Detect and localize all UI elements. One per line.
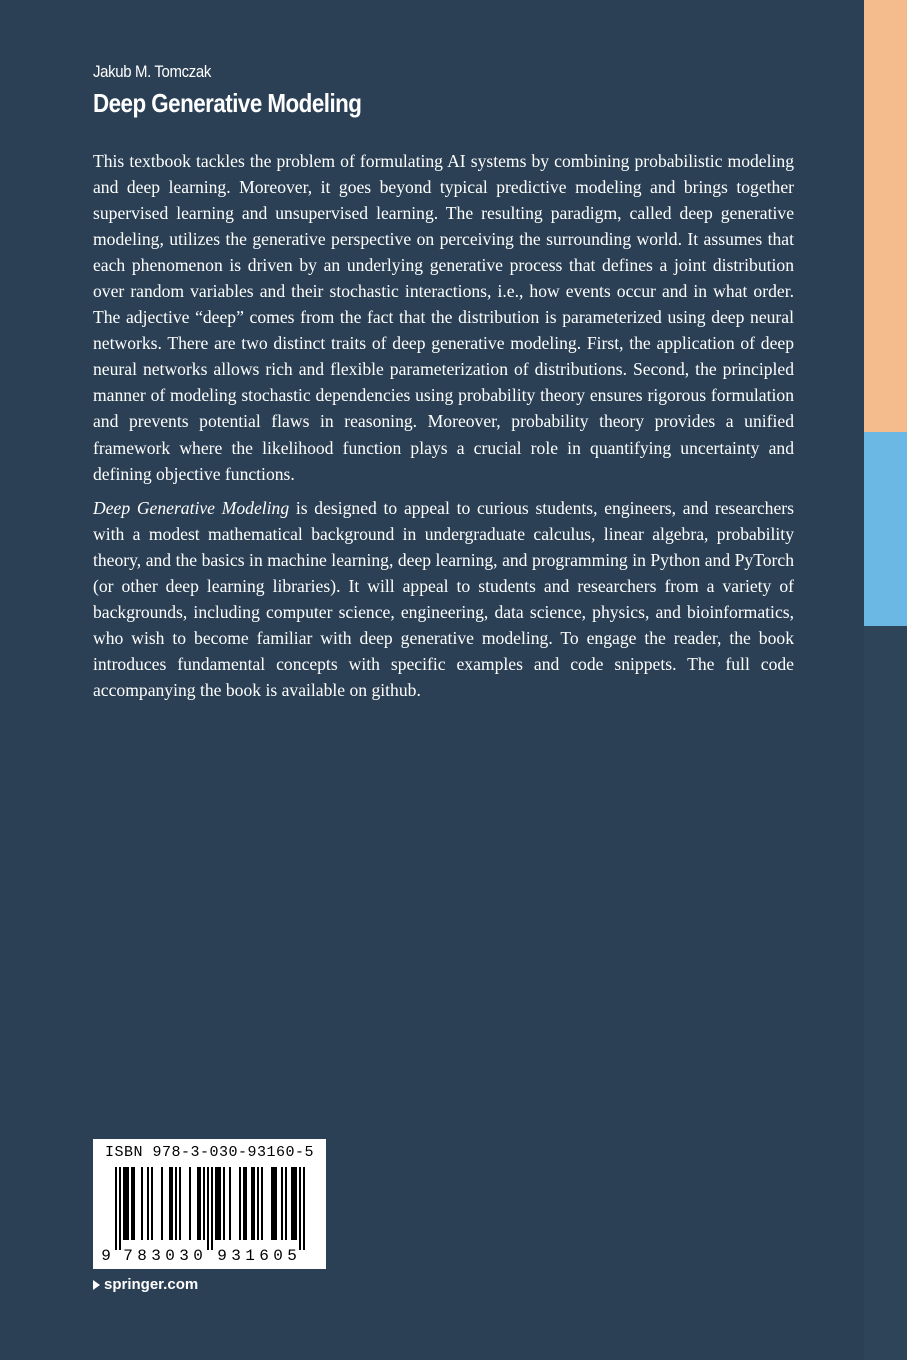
barcode-bar: [285, 1167, 287, 1240]
barcode-bar: [257, 1167, 259, 1240]
spine-edge-blue-band: [864, 432, 907, 626]
barcode-bar: [147, 1167, 149, 1240]
barcode-bar: [293, 1167, 295, 1240]
barcode-digit: 0: [165, 1247, 175, 1265]
barcode-bar: [239, 1167, 241, 1240]
barcode-digit: 0: [193, 1247, 203, 1265]
barcode-digit: 5: [287, 1247, 297, 1265]
triangle-arrow-icon: [93, 1280, 100, 1290]
book-title: Deep Generative Modeling: [93, 88, 362, 118]
barcode-bar: [245, 1167, 247, 1240]
barcode-digit: 0: [273, 1247, 283, 1265]
barcode-digit: 6: [259, 1247, 269, 1265]
barcode-bar: [171, 1167, 173, 1240]
barcode-bar: [123, 1167, 125, 1240]
barcode-bar: [295, 1167, 297, 1240]
barcode-bar: [127, 1167, 129, 1240]
publisher-link: [93, 1276, 198, 1293]
barcode-bar: [229, 1167, 231, 1240]
spine-edge-orange-band: [864, 0, 907, 432]
barcode-bar: [197, 1167, 199, 1240]
barcode-digit: 3: [231, 1247, 241, 1265]
barcode-bar: [161, 1167, 163, 1240]
barcode-bar: [271, 1167, 273, 1240]
barcode-bar: [223, 1167, 225, 1240]
barcode-bar: [119, 1167, 121, 1250]
barcode-bar: [175, 1167, 177, 1240]
barcode-bar: [273, 1167, 275, 1240]
barcode-bar: [203, 1167, 205, 1240]
blurb-paragraph-2-body: is designed to appeal to curious students, engineers, and researchers with a modest mathematical background in undergraduate calculus, linear algebra, probability theory, and the basics in machine learning, deep learning, and programming in Python and PyTorch (or other deep learning libraries). It will appeal to students and researchers from a variety of backgrounds, including computer science, engineering, data science, physics, and bioinformatics, who wish to become familiar with deep generative modeling. To engage the reader, the book introduces fundamental concepts with specific examples and code snippets. The full code accompanying the book is available on github.: [93, 497, 794, 700]
barcode-bar: [299, 1167, 301, 1250]
barcode-digit: 7: [123, 1247, 133, 1265]
barcode-bar: [303, 1167, 305, 1250]
isbn-label: ISBN 978-3-030-93160-5: [105, 1144, 315, 1161]
publisher-url: springer.com: [104, 1276, 199, 1293]
barcode-bar: [281, 1167, 283, 1240]
barcode-bar: [215, 1167, 217, 1240]
barcode-bar: [261, 1167, 263, 1240]
barcode-bar: [189, 1167, 191, 1240]
barcode-bar: [211, 1167, 213, 1250]
barcode-bar: [251, 1167, 253, 1240]
blurb-text: [93, 148, 794, 703]
blurb-paragraph-2: [93, 495, 794, 703]
barcode-bar: [275, 1167, 277, 1240]
barcode-bar: [291, 1167, 293, 1240]
barcode-bar: [141, 1167, 143, 1240]
barcode-digit: 9: [101, 1247, 111, 1265]
barcode-image: [93, 1139, 326, 1269]
barcode-bar: [243, 1167, 245, 1240]
blurb-paragraph-1: This textbook tackles the problem of formulating AI systems by combining probabilistic modeling and deep learning. Moreover, it goes beyond typical predictive modeling and brings together supervised learning and unsupervised learning. The resulting paradigm, called deep generative modeling, utilizes the generative perspective on perceiving the surrounding world. It assumes that each phenomenon is driven by an underlying generative process that defines a joint distribution over random variables and their stochastic interactions, i.e., how events occur and in what order. The adjective “deep” comes from the fact that the distribution is parameterized using deep neural networks. There are two distinct traits of deep generative modeling. First, the application of deep neural networks allows rich and flexible parameterization of distributions. Second, the principled manner of modeling stochastic dependencies using probability theory ensures rigorous formulation and prevents potential flaws in reasoning. Moreover, probability theory provides a unified framework where the likelihood function plays a crucial role in quantifying uncertainty and defining objective functions.: [93, 151, 794, 484]
barcode-bar: [199, 1167, 201, 1240]
isbn-barcode: [93, 1139, 326, 1269]
barcode-bar: [217, 1167, 219, 1240]
barcode-bar: [151, 1167, 153, 1240]
barcode-bar: [115, 1167, 117, 1250]
barcode-digit: 3: [179, 1247, 189, 1265]
barcode-bar: [253, 1167, 255, 1240]
author-name: Jakub M. Tomczak: [93, 62, 211, 81]
barcode-digit: 9: [217, 1247, 227, 1265]
barcode-bar: [219, 1167, 221, 1240]
barcode-bar: [133, 1167, 135, 1240]
barcode-bar: [131, 1167, 133, 1240]
barcode-bar: [179, 1167, 181, 1240]
barcode-digit: 8: [137, 1247, 147, 1265]
barcode-bar: [125, 1167, 127, 1240]
barcode-bar: [207, 1167, 209, 1250]
barcode-digit: 1: [245, 1247, 255, 1265]
barcode-bar: [169, 1167, 171, 1240]
blurb-italic-title: Deep Generative Modeling: [93, 497, 290, 518]
barcode-digit: 3: [151, 1247, 161, 1265]
